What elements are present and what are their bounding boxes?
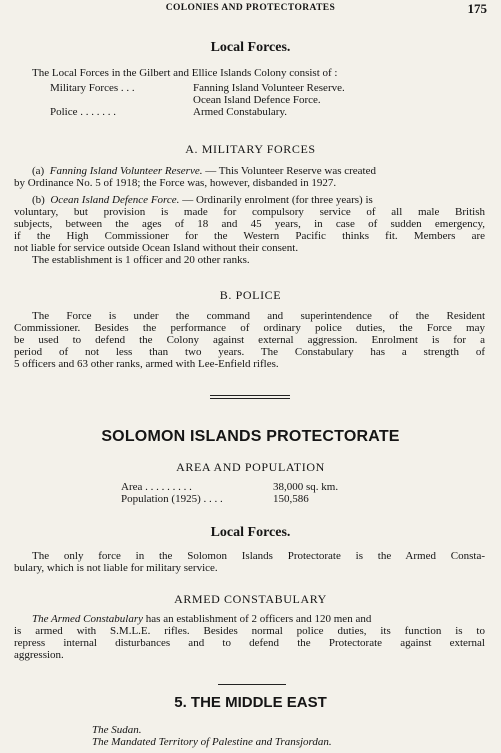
police-line: 5 officers and 63 other ranks, armed with Lee-Enfield rifles. [14,358,279,370]
local-forces-heading: Local Forces. [210,40,291,55]
middle-east-item-text: The Sudan. [92,724,142,736]
section-divider [210,395,290,396]
population-label: Population (1925) . . . . [121,493,223,505]
forces-list-value: Ocean Island Defence Force. [193,94,321,106]
local-forces-intro: The Local Forces in the Gilbert and Ellice Islands Colony consist of : [32,67,338,79]
chapter-divider [218,684,286,685]
police-line: Commissioner. Besides the performance of ordinary police duties, the Force may [14,322,485,334]
solomon-local-forces-heading: Local Forces. [210,525,291,540]
constabulary-title: The Armed Constabulary [32,613,144,625]
middle-east-item [92,724,142,736]
military-forces-heading: A. MILITARY FORCES [185,142,316,156]
area-population-heading: AREA AND POPULATION [176,460,325,474]
establishment-line: The establishment is 1 officer and 20 other ranks. [32,254,250,266]
forces-list-value: Fanning Island Volunteer Reserve. [193,82,345,94]
para-b-line: if the High Commissioner for the Western Pacific thinks fit. Members are [14,230,485,242]
solomon-forces-line: The only force in the Solomon Islands Protectorate is the Armed Consta- [32,550,485,562]
para-b-lead: (b) [32,194,45,206]
constabulary-line: repress internal disturbances and to defend the Protectorate against external [14,637,485,649]
section-divider [210,398,290,399]
para-b-line: subjects, between the ages of 18 and 45 years, in case of sudden emergency, [14,218,485,230]
solomon-title: SOLOMON ISLANDS PROTECTORATE [101,428,400,445]
para-b-text: — Ordinarily enrolment (for three years) is [179,194,373,206]
para-b-line: not liable for service outside Ocean Island without their consent. [14,242,299,254]
area-value: 38,000 sq. km. [273,481,339,493]
middle-east-item [92,736,332,748]
forces-list-term: Police . . . . . . . [50,106,116,118]
police-line: The Force is under the command and superintendence of the Resident [32,310,485,322]
forces-list-term: Military Forces . . . [50,82,135,94]
para-a-line: by Ordinance No. 5 of 1918; the Force was, however, disbanded in 1927. [14,177,337,189]
page-number: 175 [467,1,487,16]
armed-constabulary-heading: ARMED CONSTABULARY [174,592,327,606]
constabulary-line: aggression. [14,649,64,661]
middle-east-heading: 5. THE MIDDLE EAST [174,694,327,711]
solomon-forces-line: bulary, which is not liable for military service. [14,562,218,574]
constabulary-line [32,613,371,625]
constabulary-line: is armed with S.M.L.E. rifles. Besides normal police duties, its function is to [14,625,485,637]
forces-list-value: Armed Constabulary. [193,106,287,118]
para-a-text: — This Volunteer Reserve was created [202,165,376,177]
constabulary-text: has an establishment of 2 officers and 120 men and [143,613,372,625]
para-a-line [32,165,376,177]
para-a-title: Fanning Island Volunteer Reserve. [49,165,203,177]
running-title: COLONIES AND PROTECTORATES [165,3,336,13]
para-a-lead: (a) [32,165,45,177]
para-b-line [32,194,373,206]
area-label: Area . . . . . . . . . [121,481,192,493]
police-line: be used to defend the Colony against external aggression. Enrolment is for a [14,334,485,346]
police-line: period of not less than two years. The Constabulary has a strength of [14,346,485,358]
para-b-title: Ocean Island Defence Force. [50,194,180,206]
para-b-line: voluntary, but provision is made for compulsory service of all male British [14,206,485,218]
police-heading: B. POLICE [219,288,282,302]
middle-east-item-text: The Mandated Territory of Palestine and Transjordan. [92,736,332,748]
population-value: 150,586 [273,493,309,505]
